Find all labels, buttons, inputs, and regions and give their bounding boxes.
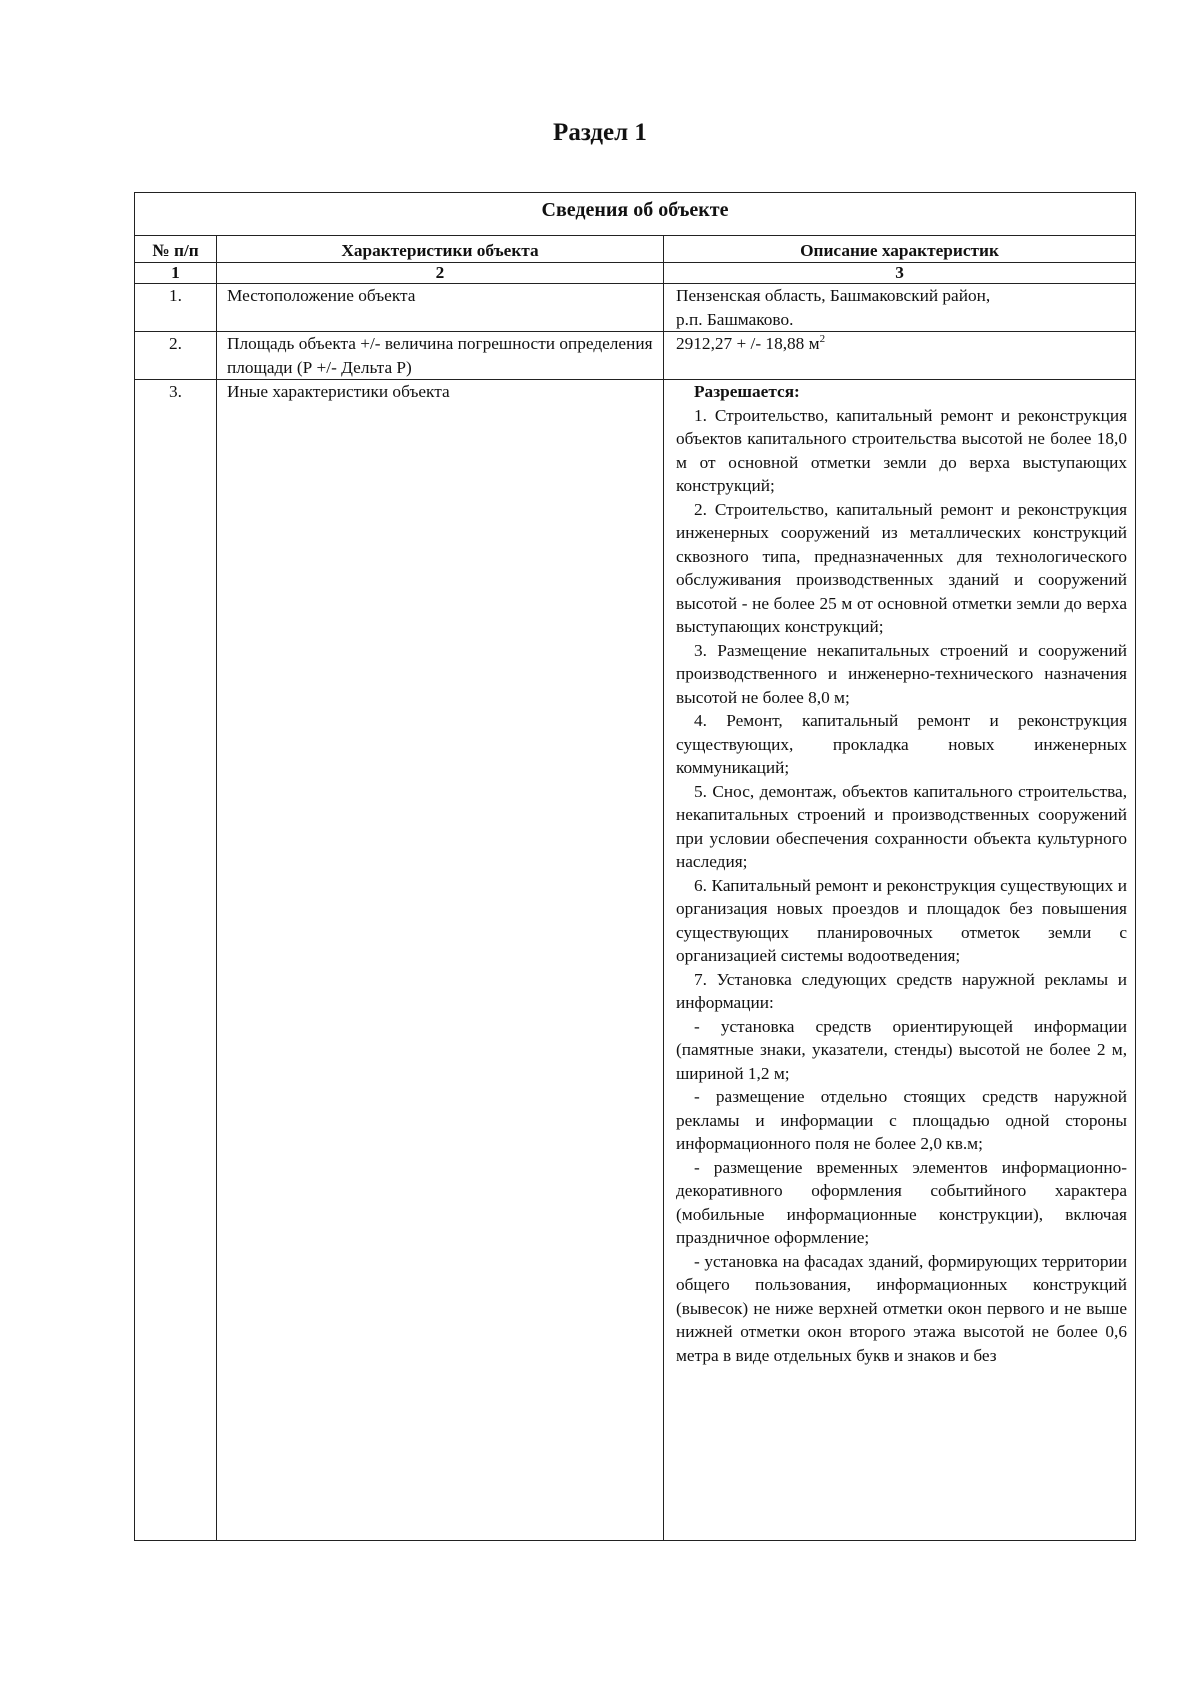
object-info-table (134, 192, 1136, 1541)
table-caption-row (135, 193, 1136, 236)
list-item: - установка средств ориентирующей информации (памятные знаки, указатели, стенды) высотой не более 2 м, шириной 1,2 м; (676, 1016, 1128, 1083)
row-characteristic: Местоположение объекта (217, 284, 664, 332)
page-title: Раздел 1 (553, 119, 647, 146)
area-unit-superscript: 2 (819, 333, 826, 346)
row-description (664, 332, 1136, 380)
table-caption: Сведения об объекте (135, 193, 1136, 236)
list-item: 4. Ремонт, капитальный ремонт и реконструкция существующих, прокладка новых инженерных коммуникаций; (676, 711, 1128, 777)
table-header-row (135, 236, 1136, 263)
column-number-row (135, 263, 1136, 284)
column-number-2: 2 (217, 263, 664, 284)
location-line: р.п. Башмаково. (676, 309, 794, 329)
table-row (135, 332, 1136, 380)
table-row (135, 380, 1136, 1541)
header-number: № п/п (135, 236, 217, 263)
row-characteristic: Площадь объекта +/- величина погрешности определения площади (Р +/- Дельта Р) (217, 332, 664, 380)
list-item: 7. Установка следующих средств наружной рекламы и информации: (676, 969, 1128, 1012)
area-value: 2912,27 + /- 18,88 м (676, 334, 820, 353)
list-item: 3. Размещение некапитальных строений и сооружений производственного и инженерно-технического назначения высотой не более 8,0 м; (676, 640, 1128, 707)
row-description (664, 380, 1136, 1541)
header-description: Описание характеристик (664, 236, 1136, 263)
header-characteristic: Характеристики объекта (217, 236, 664, 263)
row-characteristic: Иные характеристики объекта (217, 380, 664, 1541)
list-item: - установка на фасадах зданий, формирующих территории общего пользования, информационных конструкций (вывесок) не ниже верхней отметки окон первого и не выше нижней отметки окон второго этажа высотой не более 0,6 метра в виде отдельных букв и знаков и без (676, 1251, 1128, 1365)
row-number: 2. (135, 332, 217, 380)
location-line: Пензенская область, Башмаковский район, (676, 286, 991, 305)
list-item: 1. Строительство, капитальный ремонт и реконструкция объектов капитального строительства высотой не более 18,0 м от основной отметки земли до верха выступающих конструкций; (676, 405, 1128, 495)
row-number: 1. (135, 284, 217, 332)
list-item: - размещение отдельно стоящих средств наружной рекламы и информации с площадью одной стороны информационного поля не более 2,0 кв.м; (676, 1087, 1128, 1153)
list-item: 2. Строительство, капитальный ремонт и реконструкция инженерных сооружений из металлических конструкций сквозного типа, предназначенных для технологического обслуживания производственных зданий и сооружений высотой - не более 25 м от основной отметки земли до верха выступающих конструкций; (676, 499, 1128, 636)
allowed-heading: Разрешается: (694, 382, 800, 401)
list-item: - размещение временных элементов информационно-декоративного оформления событийного характера (мобильные информационные конструкции), включая праздничное оформление; (676, 1157, 1128, 1247)
row-description (664, 284, 1136, 332)
column-number-3: 3 (664, 263, 1136, 284)
list-item: 6. Капитальный ремонт и реконструкция существующих и организация новых проездов и площадок без повышения существующих планировочных отметок земли с организацией системы водоотведения; (676, 875, 1128, 965)
table-row (135, 284, 1136, 332)
list-item: 5. Снос, демонтаж, объектов капитального строительства, некапитальных строений и производственных сооружений при условии обеспечения сохранности объекта культурного наследия; (676, 781, 1128, 871)
row-number: 3. (135, 380, 217, 1541)
column-number-1: 1 (135, 263, 217, 284)
